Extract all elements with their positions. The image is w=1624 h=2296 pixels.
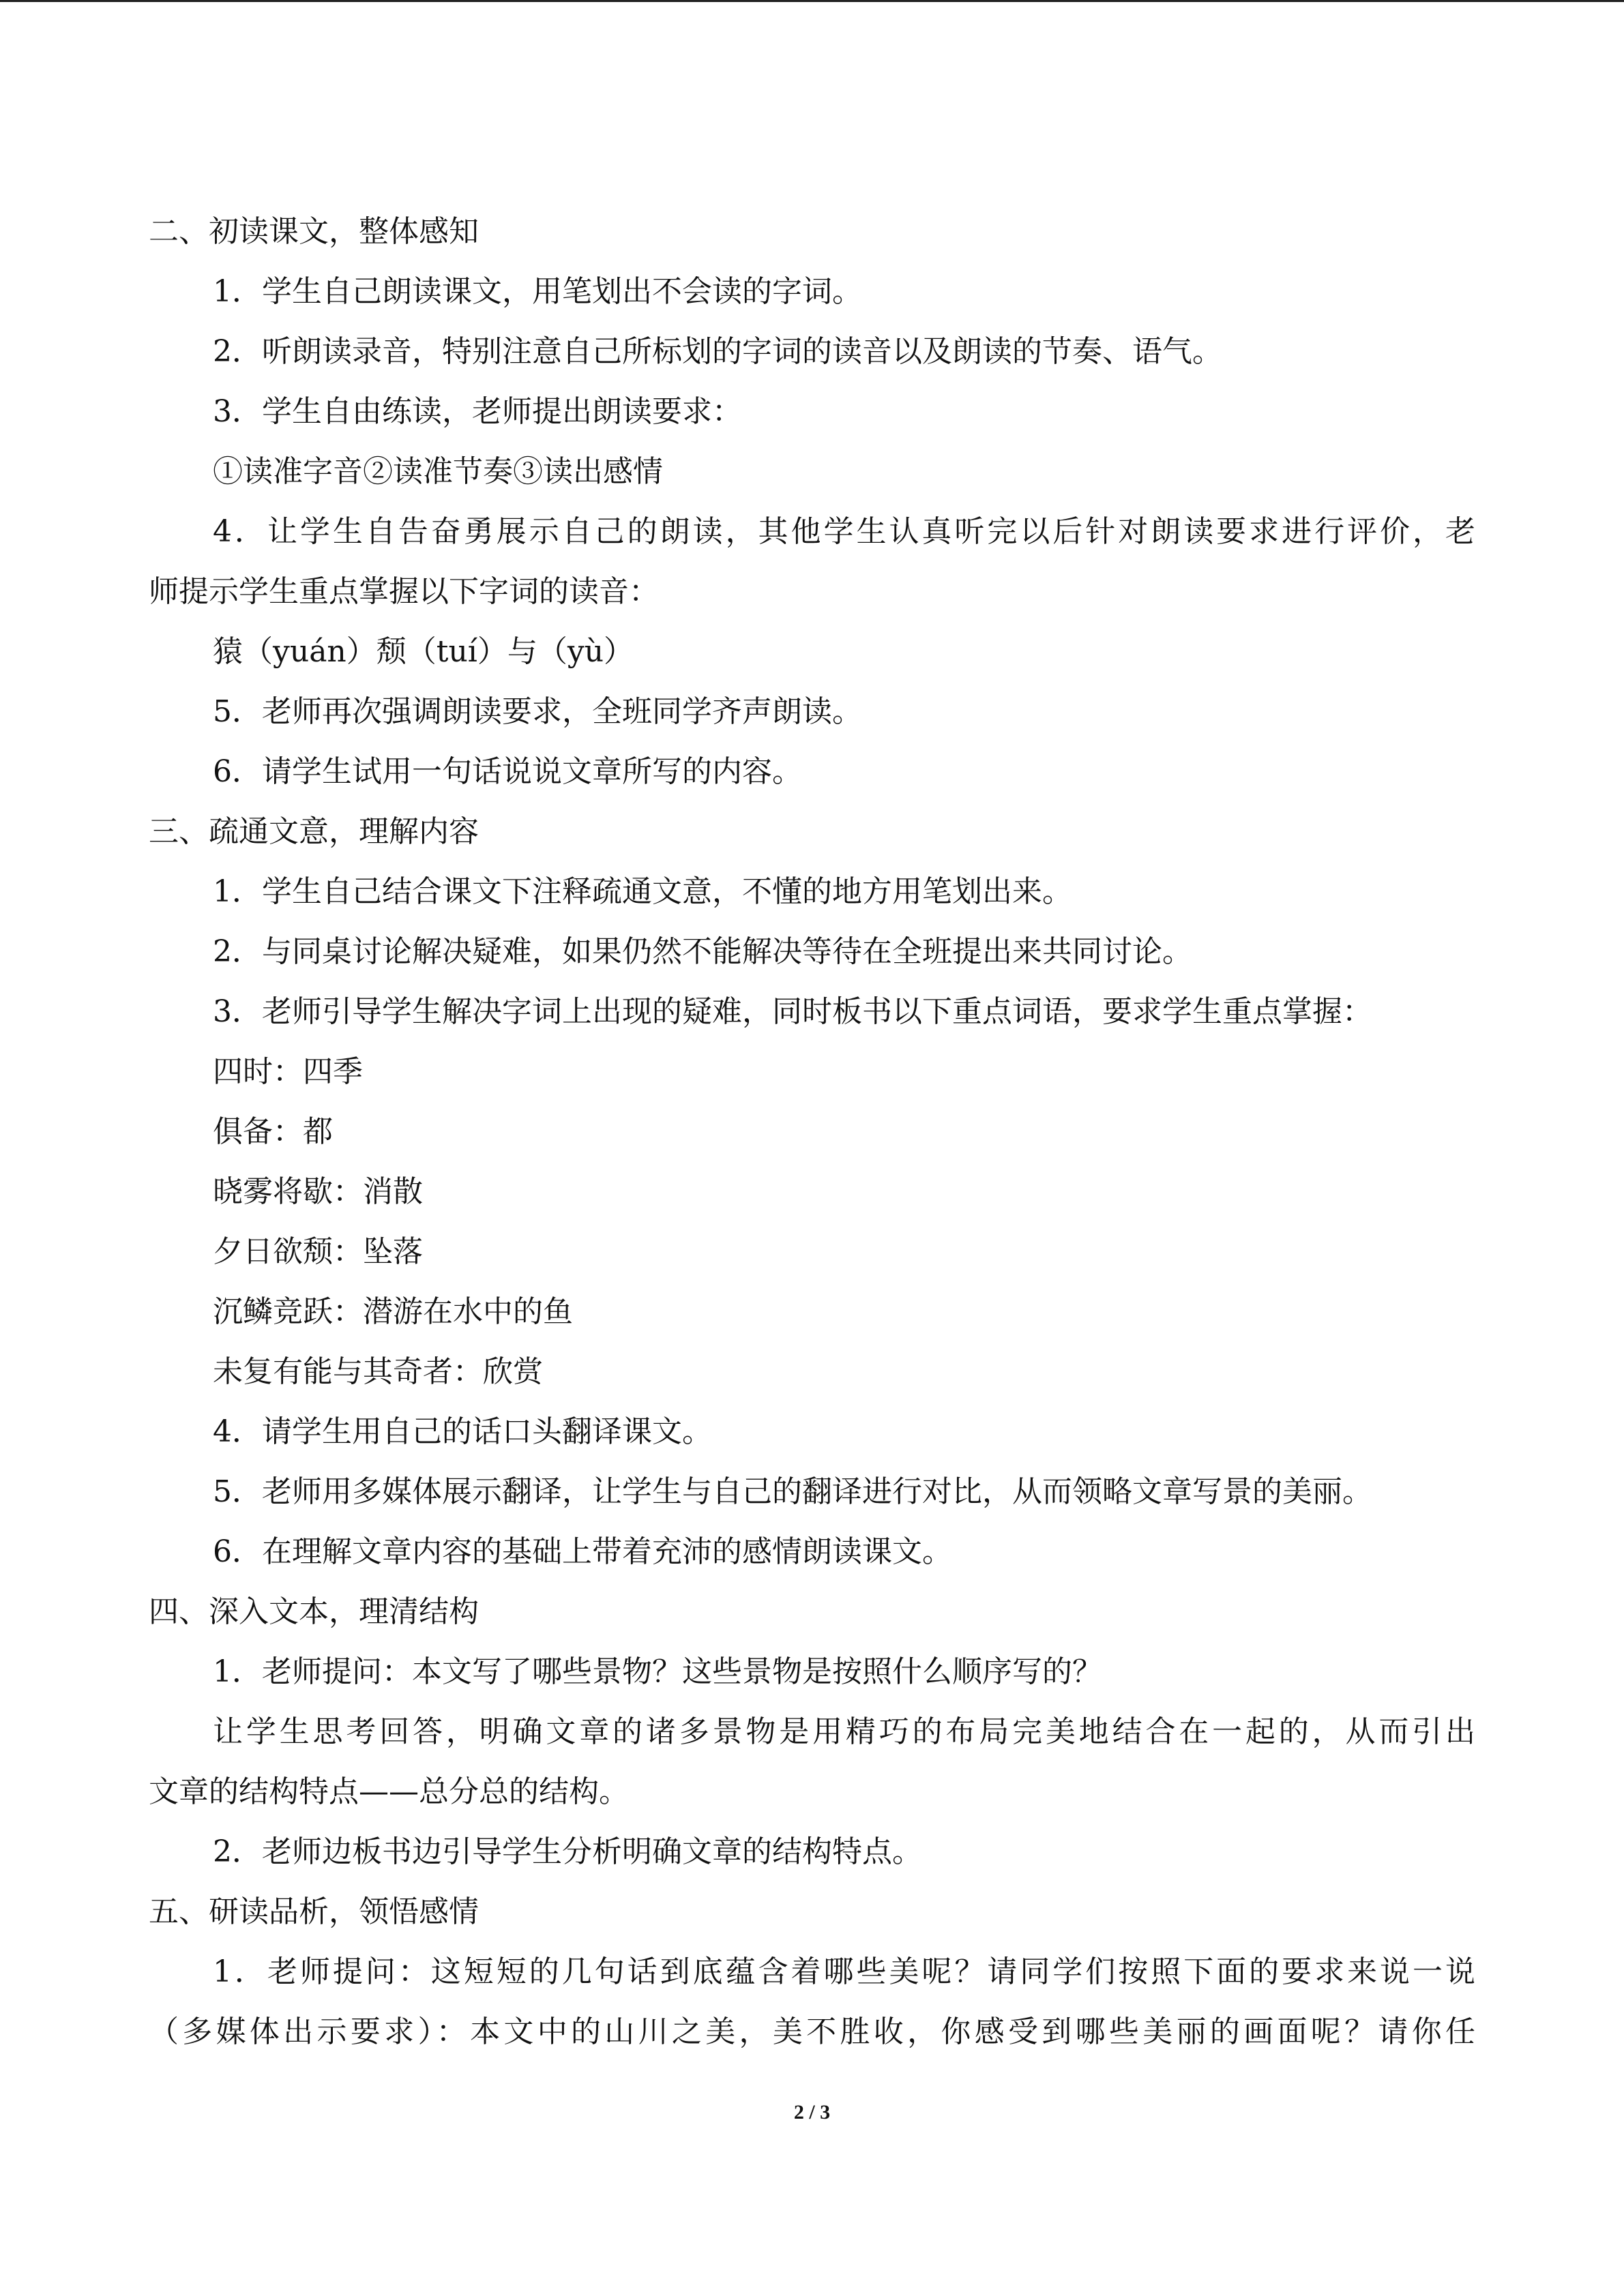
vocab-item: 沉鳞竞跃：潜游在水中的鱼 (213, 1294, 573, 1329)
paragraph-line: 文章的结构特点——总分总的结构。 (149, 1774, 629, 1809)
paragraph-line: 2．听朗读录音，特别注意自己所标划的字词的读音以及朗读的节奏、语气。 (213, 334, 1222, 369)
paragraph-line: 5．老师用多媒体展示翻译，让学生与自己的翻译进行对比，从而领略文章写景的美丽。 (213, 1474, 1372, 1509)
page-number: 2 / 3 (793, 2101, 831, 2123)
vocab-item: 晓雾将歇：消散 (213, 1174, 423, 1209)
paragraph-line: （多媒体出示要求）：本文中的山川之美，美不胜收，你感受到哪些美丽的画面呢？请你任 (149, 2014, 1475, 2049)
vocab-item: 未复有能与其奇者：欣赏 (213, 1354, 543, 1389)
paragraph-line: 3．老师引导学生解决字词上出现的疑难，同时板书以下重点词语，要求学生重点掌握： (213, 994, 1372, 1029)
paragraph-line: 1．学生自己结合课文下注释疏通文意，不懂的地方用笔划出来。 (213, 874, 1072, 909)
section-heading-5: 五、研读品析，领悟感情 (149, 1894, 479, 1929)
paragraph-line: 6．在理解文章内容的基础上带着充沛的感情朗读课文。 (213, 1534, 952, 1569)
paragraph-line: 师提示学生重点掌握以下字词的读音： (149, 574, 659, 609)
paragraph-line: 1．老师提问：这短短的几句话到底蕴含着哪些美呢？请同学们按照下面的要求来说一说 (213, 1954, 1475, 1989)
paragraph-line: 1．学生自己朗读课文，用笔划出不会读的字词。 (213, 274, 862, 309)
paragraph-line: 2．老师边板书边引导学生分析明确文章的结构特点。 (213, 1834, 922, 1869)
vocab-item: 夕日欲颓：坠落 (213, 1234, 423, 1269)
top-border-line (0, 0, 1624, 2)
section-heading-4: 四、深入文本，理清结构 (149, 1594, 479, 1629)
section-heading-2: 二、初读课文，整体感知 (149, 214, 479, 249)
paragraph-line: 4．请学生用自己的话口头翻译课文。 (213, 1414, 712, 1449)
vocab-item: 四时：四季 (213, 1054, 363, 1089)
paragraph-line: 让学生思考回答，明确文章的诸多景物是用精巧的布局完美地结合在一起的，从而引出 (213, 1714, 1475, 1749)
paragraph-line: 6．请学生试用一句话说说文章所写的内容。 (213, 754, 802, 789)
section-heading-3: 三、疏通文意，理解内容 (149, 814, 479, 849)
vocab-item: 俱备：都 (213, 1114, 333, 1149)
paragraph-line: 3．学生自由练读，老师提出朗读要求： (213, 394, 742, 429)
paragraph-line: 1．老师提问：本文写了哪些景物？这些景物是按照什么顺序写的？ (213, 1654, 1102, 1689)
paragraph-line: 5．老师再次强调朗读要求，全班同学齐声朗读。 (213, 694, 862, 729)
paragraph-line: ①读准字音②读准节奏③读出感情 (213, 454, 663, 489)
paragraph-line: 4．让学生自告奋勇展示自己的朗读，其他学生认真听完以后针对朗读要求进行评价，老 (213, 514, 1475, 549)
pinyin-line: 猿（yuán）颓（tuí）与（yù） (213, 634, 634, 669)
paragraph-line: 2．与同桌讨论解决疑难，如果仍然不能解决等待在全班提出来共同讨论。 (213, 934, 1192, 969)
